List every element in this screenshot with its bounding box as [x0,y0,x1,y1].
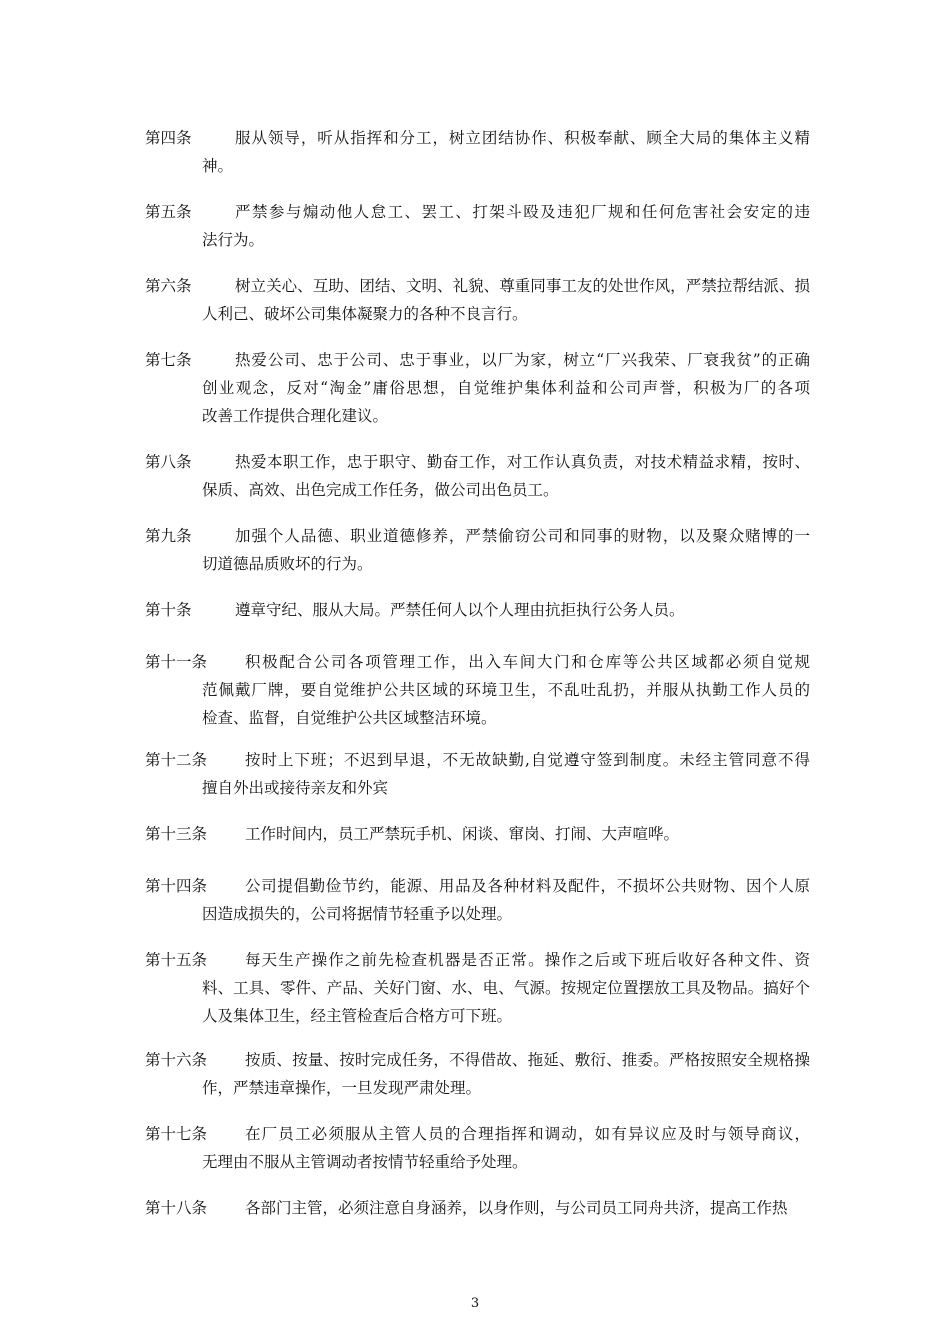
clause-text: 公司提倡勤俭节约，能源、用品及各种材料及配件，不损坏公共财物、因个人原 [245,877,810,895]
clause [145,820,810,848]
clause-label: 第十条 [145,601,192,619]
clause-line [145,346,810,374]
clause [145,198,810,254]
clause [145,746,810,802]
clause-line [145,448,810,476]
clause-label: 第十八条 [145,1199,208,1217]
clause-line [145,522,810,550]
clause [145,448,810,504]
clause [145,522,810,578]
clause-label: 第十四条 [145,877,208,895]
clause-line [145,974,810,1002]
clause-line [145,820,810,848]
clause-text: 因造成损失的，公司将据情节轻重予以处理。 [202,905,513,923]
clause [145,124,810,180]
clause-label: 第十六条 [145,1051,208,1069]
clause-line [145,300,810,328]
clause-text: 人利己、破坏公司集体凝聚力的各种不良言行。 [202,305,528,323]
clause [145,1046,810,1102]
clause-line [145,476,810,504]
clause-line [145,746,810,774]
clause [145,1120,810,1176]
clause [145,648,810,732]
clause [145,1194,810,1222]
clause-label: 第五条 [145,203,192,221]
clause-text: 创业观念，反对“淘金”庸俗思想，自觉维护集体利益和公司声誉，积极为厂的各项 [202,379,810,397]
clause-text: 神。 [202,157,234,175]
clause-label: 第十一条 [145,653,208,671]
clause-line [145,374,810,402]
clause [145,596,810,624]
clause-text: 各部门主管，必须注意自身涵养，以身作则，与公司员工同舟共济，提高工作热 [245,1199,788,1217]
clause-line [145,1046,810,1074]
clause-text: 严禁参与煽动他人怠工、罢工、打架斗殴及违犯厂规和任何危害社会安定的违 [235,203,810,221]
page-number: 3 [470,1296,480,1311]
clause-label: 第六条 [145,277,192,295]
clause-text: 热爱公司、忠于公司、忠于事业，以厂为家，树立“厂兴我荣、厂衰我贫”的正确 [235,351,810,369]
clause-line [145,198,810,226]
clause-text: 作，严禁违章操作，一旦发现严肃处理。 [202,1079,482,1097]
clause [145,346,810,430]
clause-line [145,226,810,254]
clause-line [145,152,810,180]
clause-text: 无理由不服从主管调动者按情节轻重给予处理。 [202,1153,528,1171]
clause-text: 在厂员工必须服从主管人员的合理指挥和调动，如有异议应及时与领导商议， [245,1125,810,1143]
clause-line [145,596,810,624]
clause-line [145,872,810,900]
clause-text: 积极配合公司各项管理工作，出入车间大门和仓库等公共区域都必须自觉规 [245,653,810,671]
clause-text: 人及集体卫生，经主管检查后合格方可下班。 [202,1007,513,1025]
clause-text: 树立关心、互助、团结、文明、礼貌、尊重同事工友的处世作风，严禁拉帮结派、损 [235,277,810,295]
clause-label: 第十二条 [145,751,208,769]
clause-text: 工作时间内，员工严禁玩手机、闲谈、窜岗、打闹、大声喧哗。 [245,825,680,843]
clause-text: 加强个人品德、职业道德修养，严禁偷窃公司和同事的财物，以及聚众赌博的一 [235,527,810,545]
clause-label: 第十七条 [145,1125,208,1143]
clause-line [145,676,810,704]
clause-line [145,648,810,676]
clause-text: 法行为。 [202,231,265,249]
clause-text: 保质、高效、出色完成工作任务，做公司出色员工。 [202,481,559,499]
clause-line [145,402,810,430]
clause-text: 擅自外出或接待亲友和外宾 [202,779,389,797]
clause-text: 范佩戴厂牌，要自觉维护公共区域的环境卫生，不乱吐乱扔，并服从执勤工作人员的 [202,681,810,699]
clause-label: 第十五条 [145,951,208,969]
clause-line [145,704,810,732]
clause-text: 遵章守纪、服从大局。严禁任何人以个人理由抗拒执行公务人员。 [235,601,685,619]
clause [145,946,810,1030]
clause-line [145,1120,810,1148]
clause-text: 服从领导，听从指挥和分工，树立团结协作、积极奉献、顾全大局的集体主义精 [235,129,810,147]
clause-line [145,900,810,928]
clause-line [145,946,810,974]
clause-text: 按质、按量、按时完成任务，不得借故、拖延、敷衍、推委。严格按照安全规格操 [245,1051,810,1069]
clause-line [145,124,810,152]
clause-text: 按时上下班；不迟到早退，不无故缺勤,自觉遵守签到制度。未经主管同意不得 [245,751,810,769]
clause-text: 改善工作提供合理化建议。 [202,407,389,425]
clause-text: 每天生产操作之前先检查机器是否正常。操作之后或下班后收好各种文件、资 [245,951,810,969]
clause [145,272,810,328]
clause-text: 切道德品质败坏的行为。 [202,555,373,573]
clause-line [145,1074,810,1102]
clause-line [145,272,810,300]
clause-label: 第八条 [145,453,192,471]
clause-text: 检查、监督，自觉维护公共区域整洁环境。 [202,709,497,727]
clause-label: 第十三条 [145,825,208,843]
clause-label: 第四条 [145,129,192,147]
clause-line [145,1002,810,1030]
clause-line [145,1194,810,1222]
clause-line [145,774,810,802]
clause-text: 热爱本职工作，忠于职守、勤奋工作，对工作认真负责，对技术精益求精，按时、 [235,453,810,471]
clause-text: 料、工具、零件、产品、关好门窗、水、电、气源。按规定位置摆放工具及物品。搞好个 [202,979,810,997]
clause [145,872,810,928]
clause-line [145,1148,810,1176]
clause-line [145,550,810,578]
clause-label: 第九条 [145,527,192,545]
clause-label: 第七条 [145,351,192,369]
